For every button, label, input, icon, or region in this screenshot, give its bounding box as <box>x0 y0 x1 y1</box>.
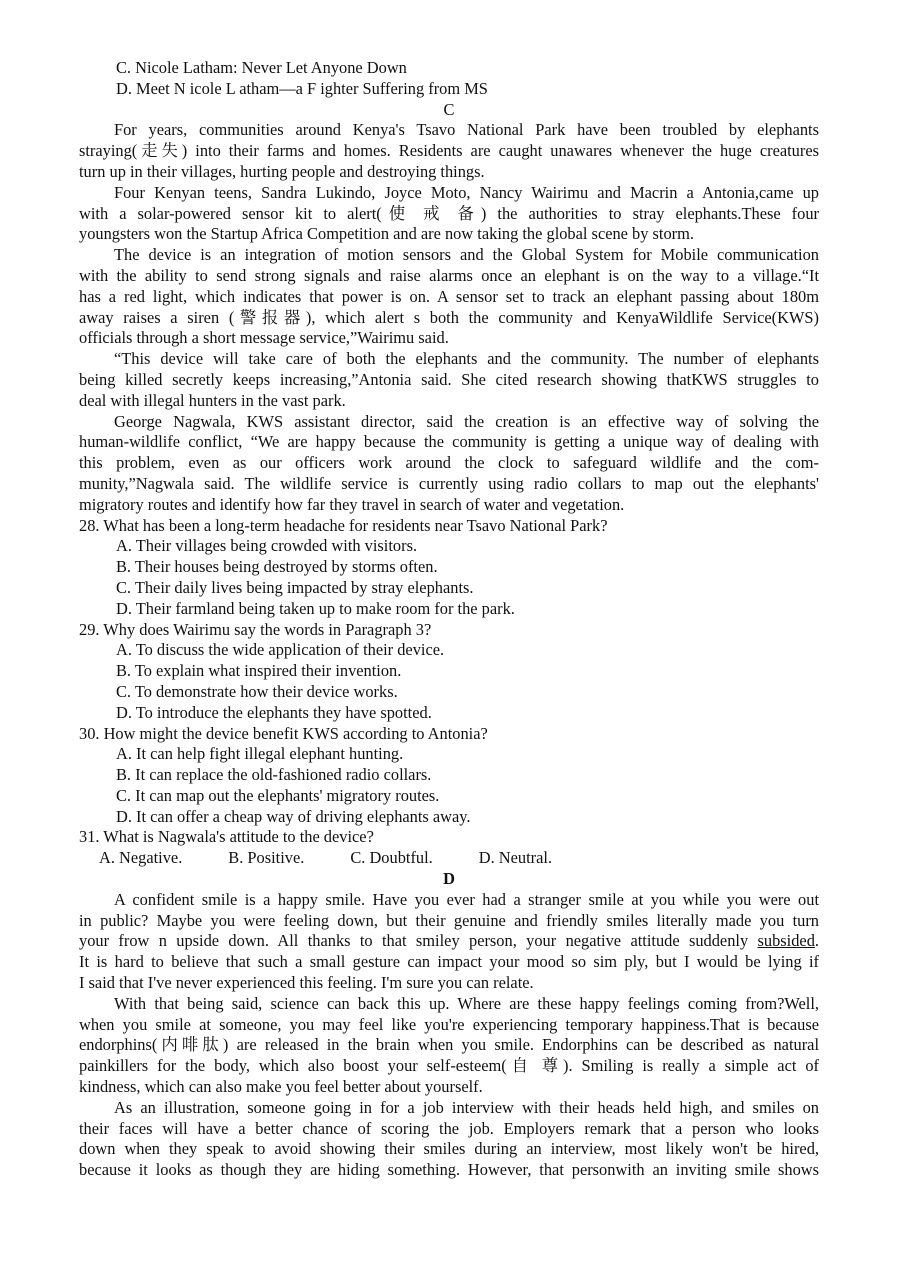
question-stem: 30. How might the device benefit KWS according to Antonia? <box>79 723 488 743</box>
passage-line: because it looks as though they are hiding something. However, that personwith an inviting smile shows <box>79 1160 819 1180</box>
answer-option: A. To discuss the wide application of their device. <box>116 640 445 660</box>
passage-line: away raises a siren (警报器), which alert s both the community and KenyaWildlife Service(KWS) <box>79 307 819 327</box>
passage-line: It is hard to believe that such a small gesture can impact your mood so sim ply, but I would be lying if <box>79 952 819 972</box>
answer-option: B. Their houses being destroyed by storms often. <box>116 557 438 577</box>
passage-line: endorphins(内啡肽) are released in the brain when you smile. Endorphins can be described as natural <box>79 1035 819 1055</box>
passage-line: As an illustration, someone going in for a job interview with their heads held high, and smiles on <box>114 1097 819 1117</box>
answer-option: B. To explain what inspired their invention. <box>116 661 402 681</box>
passage-line: munity,”Nagwala said. The wildlife service is currently using radio collars to map out the elephants' <box>79 473 819 493</box>
answer-option: D. It can offer a cheap way of driving elephants away. <box>116 806 471 826</box>
answer-option: D. To introduce the elephants they have spotted. <box>116 702 432 722</box>
answer-options-row <box>79 848 819 869</box>
passage-line: “This device will take care of both the elephants and the community. The number of elephants <box>114 349 819 369</box>
passage-line: officials through a short message service,”Wairimu said. <box>79 328 449 348</box>
passage-line: in public? Maybe you were feeling down, but their genuine and friendly smiles literally made you turn <box>79 910 819 930</box>
passage-line: kindness, which can also make you feel better about yourself. <box>79 1077 483 1097</box>
prev-option-c: C. Nicole Latham: Never Let Anyone Down <box>116 58 407 77</box>
passage-line: youngsters won the Startup Africa Competition and are now taking the global scene by storm. <box>79 224 694 244</box>
passage-line: A confident smile is a happy smile. Have you ever had a stranger smile at you while you were out <box>114 889 819 909</box>
passage-line: being killed secretly keeps increasing,”Antonia said. She cited research showing thatKWS struggles to <box>79 369 819 389</box>
underlined-word: subsided <box>757 931 815 951</box>
passage-line: has a red light, which indicates that power is on. A sensor set to track an elephant passing about 180m <box>79 286 819 306</box>
section-c-heading: C <box>443 99 455 119</box>
passage-line <box>79 931 819 952</box>
passage-text: your frow n upside down. All thanks to that smiley person, your negative attitude suddenly <box>79 931 758 951</box>
passage-line: with a solar-powered sensor kit to alert(使 戒 备) the authorities to stray elephants.These four <box>79 203 819 223</box>
passage-line: With that being said, science can back this up. Where are these happy feelings coming from?Well, <box>114 993 819 1013</box>
passage-line: For years, communities around Kenya's Tsavo National Park have been troubled by elephants <box>114 120 819 140</box>
answer-option: A. It can help fight illegal elephant hunting. <box>116 744 404 764</box>
question-stem: 28. What has been a long-term headache for residents near Tsavo National Park? <box>79 515 608 535</box>
answer-option: B. Positive. <box>228 848 305 868</box>
section-d-passage <box>79 890 819 1181</box>
answer-option: C. Doubtful. <box>350 848 433 868</box>
passage-line: George Nagwala, KWS assistant director, said the creation is an effective way of solving the <box>114 411 819 431</box>
question-30 <box>79 724 819 828</box>
answer-option: D. Neutral. <box>478 848 553 868</box>
passage-line: straying(走失) into their farms and homes. Residents are caught unawares whenever the huge creatures <box>79 141 819 161</box>
question-stem: 29. Why does Wairimu say the words in Paragraph 3? <box>79 619 432 639</box>
answer-option: C. To demonstrate how their device works. <box>116 681 398 701</box>
answer-option: A. Negative. <box>99 848 183 868</box>
answer-option: A. Their villages being crowded with visitors. <box>116 536 418 556</box>
answer-option: C. Their daily lives being impacted by stray elephants. <box>116 577 474 597</box>
exam-page <box>79 58 819 1181</box>
passage-line: Four Kenyan teens, Sandra Lukindo, Joyce Moto, Nancy Wairimu and Macrin a Antonia,came up <box>114 182 819 202</box>
question-28 <box>79 516 819 620</box>
question-29 <box>79 620 819 724</box>
passage-line: deal with illegal hunters in the vast park. <box>79 390 346 410</box>
passage-text: . <box>814 931 819 951</box>
answer-option: C. It can map out the elephants' migratory routes. <box>116 785 440 805</box>
passage-line: with the ability to send strong signals and raise alarms once an elephant is on the way to a village.“It <box>79 265 819 285</box>
passage-line: painkillers for the body, which also boost your self-esteem(自 尊). Smiling is really a simple act of <box>79 1056 819 1076</box>
passage-line: I said that I've never experienced this feeling. I'm sure you can relate. <box>79 973 534 993</box>
section-c-passage <box>79 120 819 515</box>
question-31 <box>79 827 819 869</box>
prev-option-d: D. Meet N icole L atham—a F ighter Suffering from MS <box>116 78 488 98</box>
question-stem: 31. What is Nagwala's attitude to the device? <box>79 827 374 847</box>
answer-option: D. Their farmland being taken up to make room for the park. <box>116 598 515 618</box>
passage-line: down when they speak to avoid showing their smiles during an interview, most likely won't be hired, <box>79 1139 819 1159</box>
answer-option: B. It can replace the old-fashioned radio collars. <box>116 765 432 785</box>
passage-line: turn up in their villages, hurting people and destroying things. <box>79 161 485 181</box>
passage-line: when you smile at someone, you may feel like you're experiencing temporary happiness.That is because <box>79 1014 819 1034</box>
passage-line: human-wildlife conflict, “We are happy because the community is getting a unique way of dealing with <box>79 432 819 452</box>
passage-line: their faces will have a better chance of scoring the job. Employers remark that a person who looks <box>79 1118 819 1138</box>
section-d-heading: D <box>443 869 455 889</box>
passage-line: this problem, even as our officers work around the clock to safeguard wildlife and the com- <box>79 453 819 473</box>
passage-line: The device is an integration of motion sensors and the Global System for Mobile communication <box>114 245 819 265</box>
passage-line: migratory routes and identify how far they travel in search of water and vegetation. <box>79 494 625 514</box>
